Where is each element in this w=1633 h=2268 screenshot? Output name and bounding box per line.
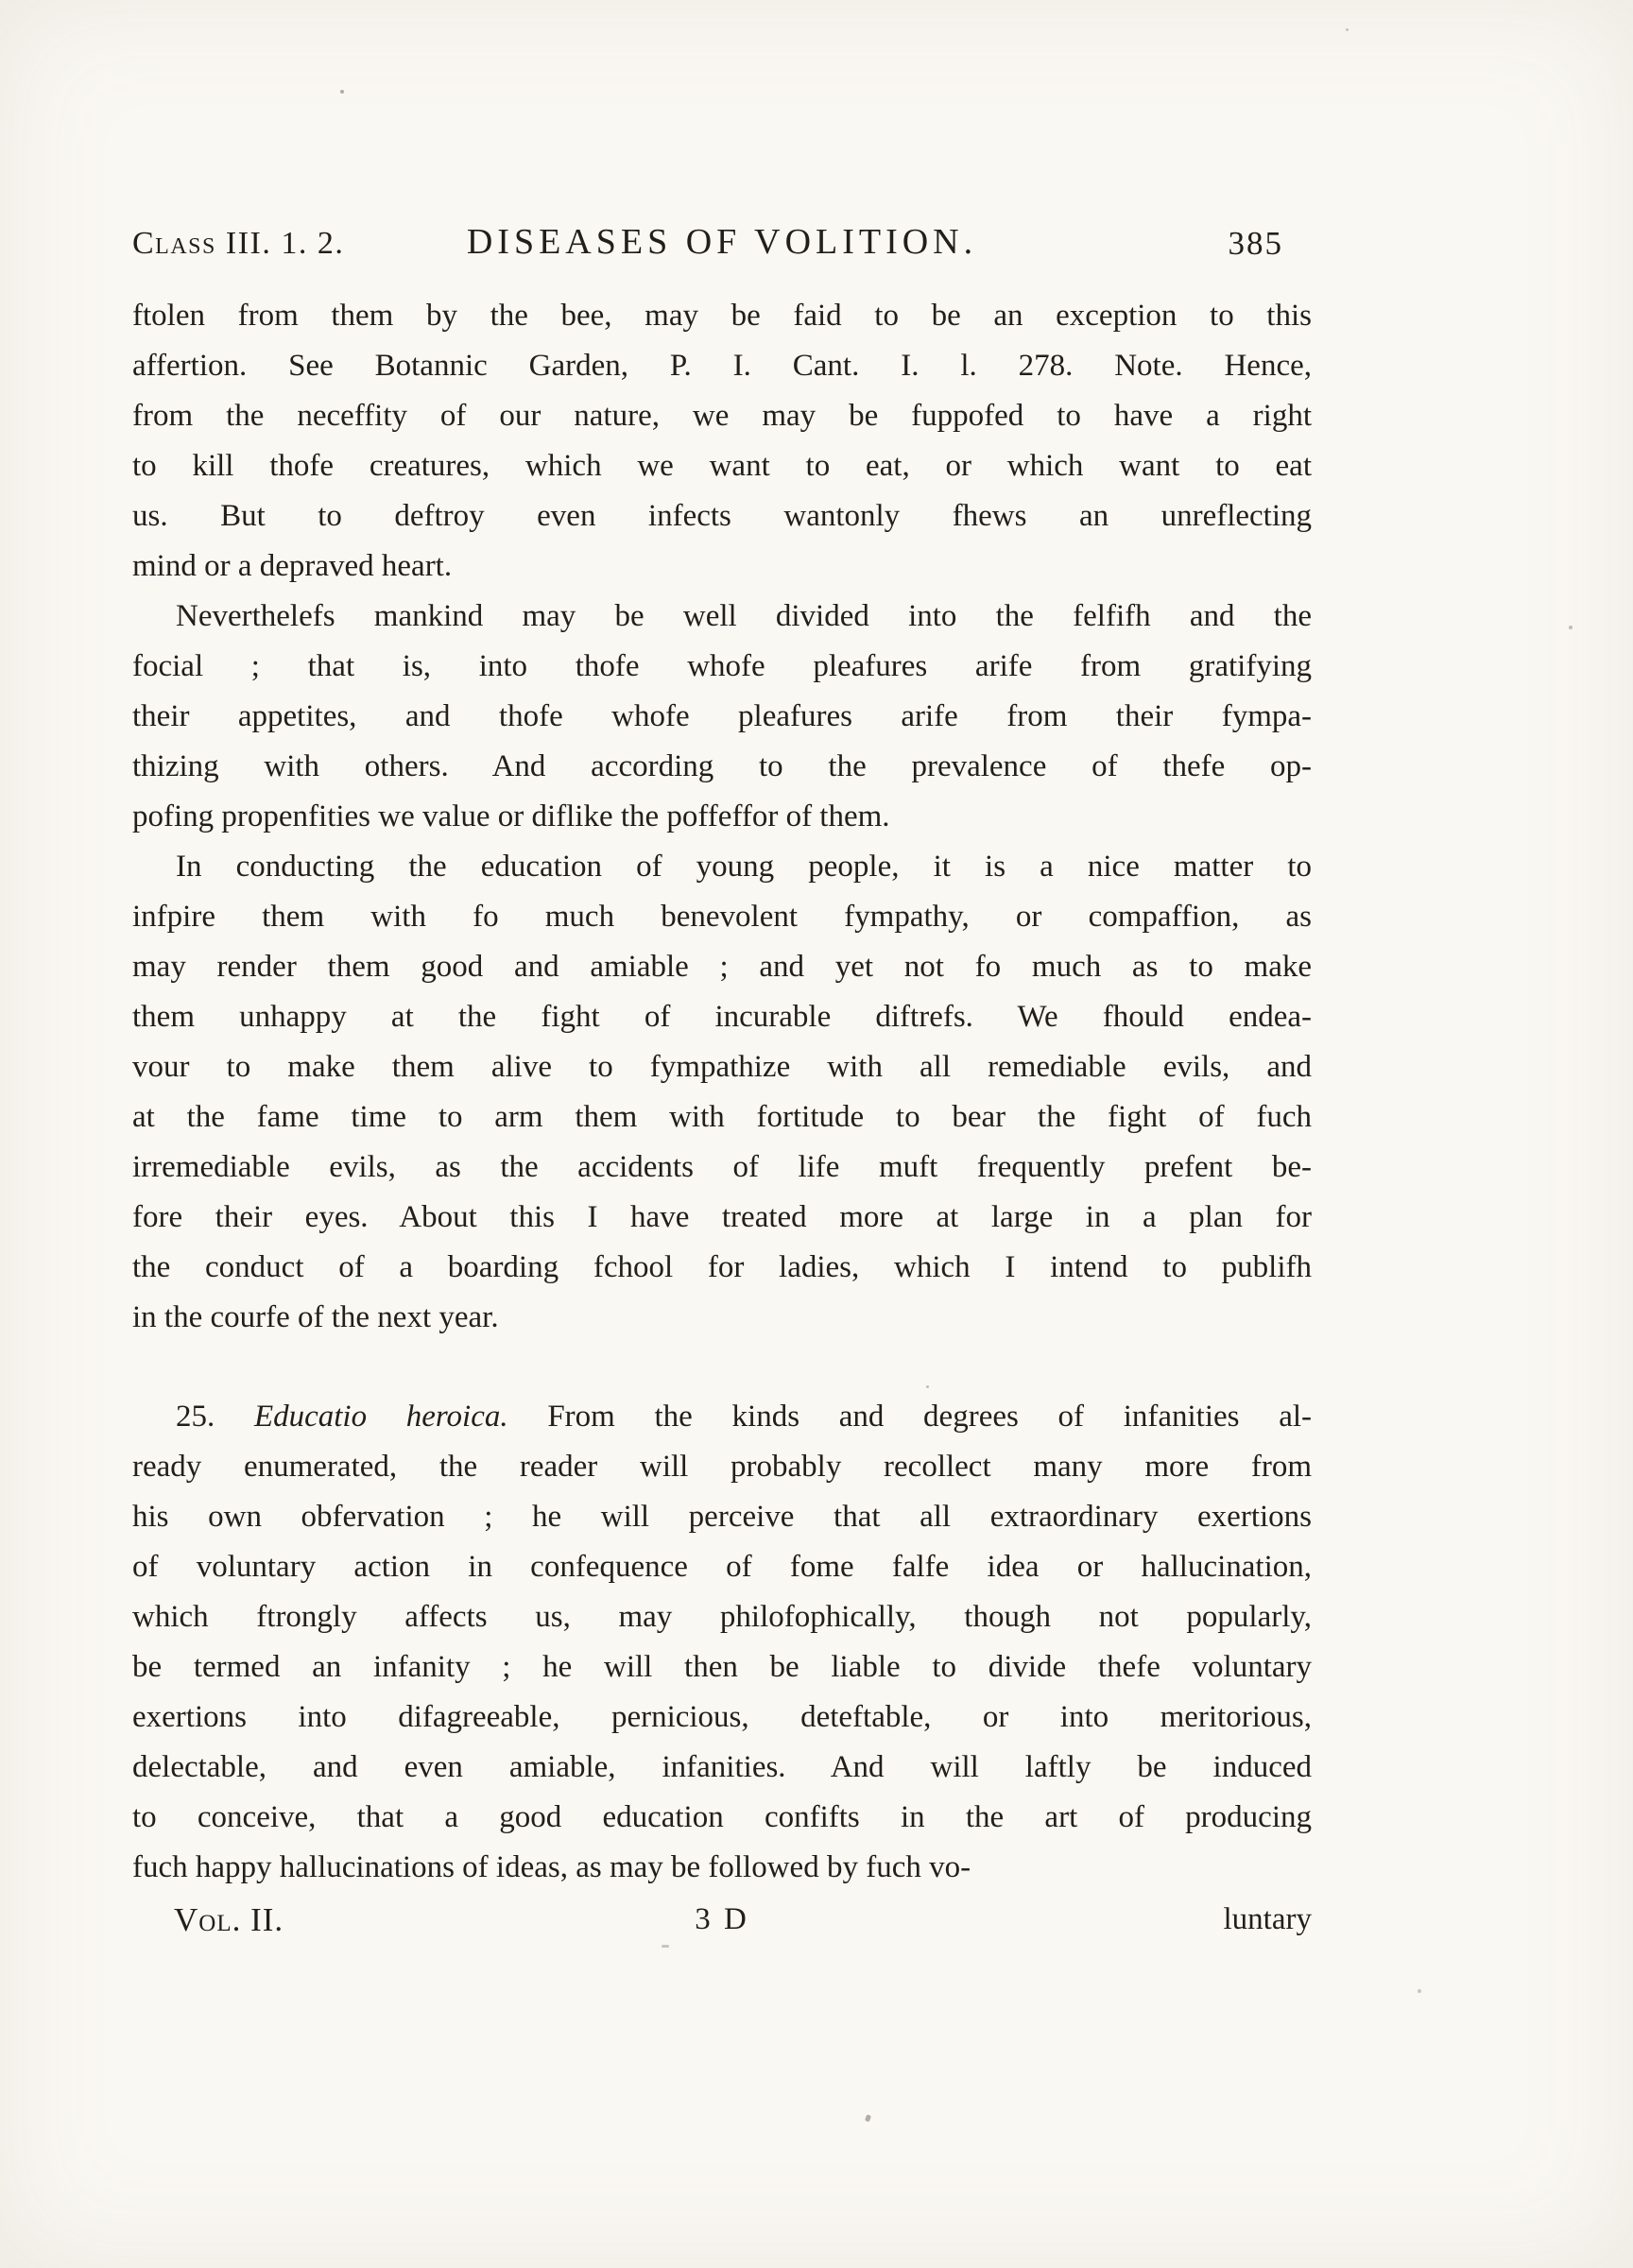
text-line: at the fame time to arm them with fortitude to bear the fight of fuch [132, 1100, 1312, 1134]
text-line: in the courfe of the next year. [132, 1300, 499, 1334]
text-line: which ftrongly affects us, may philofophically, though not popularly, [132, 1600, 1312, 1634]
text-run: 25. [176, 1400, 254, 1434]
text-line: the conduct of a boarding fchool for ladies, which I intend to publifh [132, 1250, 1312, 1284]
text-line: be termed an infanity ; he will then be liable to divide thefe voluntary [132, 1650, 1312, 1684]
paragraph [132, 842, 1312, 1343]
volume-label: Vol. II. [174, 1901, 284, 1938]
text-line: focial ; that is, into thofe whofe pleafures arife from gratifying [132, 649, 1312, 683]
header-class-label: Class III. 1. 2. [132, 226, 345, 261]
text-line: may render them good and amiable ; and yet not fo much as to make [132, 950, 1312, 984]
text-line: his own obfervation ; he will perceive that all extraordinary exertions [132, 1500, 1312, 1534]
text-line: to conceive, that a good education confifts in the art of producing [132, 1800, 1312, 1834]
text-line: delectable, and even amiable, infanities. And will laftly be induced [132, 1750, 1312, 1784]
text-line: thizing with others. And according to the prevalence of thefe op- [132, 749, 1312, 783]
page-footer [132, 1895, 1312, 1945]
text-line: ready enumerated, the reader will probably recollect many more from [132, 1450, 1312, 1484]
text-line: us. But to deftroy even infects wantonly fhews an unreflecting [132, 499, 1312, 533]
paper-speck [1346, 28, 1349, 31]
page-content [132, 219, 1312, 1945]
page-number: 385 [1228, 225, 1283, 262]
paragraph [132, 1392, 1312, 1893]
text-line: vour to make them alive to fympathize with all remediable evils, and [132, 1050, 1312, 1084]
text-line: fuch happy hallucinations of ideas, as may be followed by fuch vo- [132, 1850, 971, 1884]
text-line: to kill thofe creatures, which we want to eat, or which want to eat [132, 449, 1312, 483]
text-run: From the kinds and degrees of infanities al- [507, 1400, 1312, 1434]
paragraph [132, 592, 1312, 842]
text-line: exertions into difagreeable, pernicious, deteftable, or into meritorious, [132, 1700, 1312, 1734]
paper-speck [865, 2114, 871, 2122]
text-line: fore their eyes. About this I have treated more at large in a plan for [132, 1200, 1312, 1234]
paper-speck [1418, 1989, 1421, 1993]
text-line: their appetites, and thofe whofe pleafures arife from their fympa- [132, 699, 1312, 733]
paper-speck [340, 90, 344, 94]
signature-mark: 3 D [695, 1902, 749, 1936]
text-line: of voluntary action in confequence of fome falfe idea or hallucination, [132, 1550, 1312, 1584]
text-line: mind or a depraved heart. [132, 549, 453, 583]
text-line: from the neceffity of our nature, we may be fuppofed to have a right [132, 399, 1312, 433]
header-running-title: DISEASES OF VOLITION. [466, 222, 978, 262]
page-header [132, 219, 1312, 272]
text-line [132, 1392, 1312, 1442]
text-line: affertion. See Botannic Garden, P. I. Cant. I. l. 278. Note. Hence, [132, 349, 1312, 383]
paper-speck [1569, 626, 1573, 629]
text-block [132, 291, 1312, 1893]
text-line: infpire them with fo much benevolent fympathy, or compaffion, as [132, 900, 1312, 934]
italic-phrase: Educatio heroica. [253, 1400, 508, 1434]
paragraph [132, 291, 1312, 592]
text-line: Neverthelefs mankind may be well divided into the felfifh and the [176, 599, 1312, 633]
text-line: them unhappy at the fight of incurable diftrefs. We fhould endea- [132, 1000, 1312, 1034]
catchword: luntary [1223, 1902, 1312, 1936]
text-line: pofing propenfities we value or diflike the poffeffor of them. [132, 799, 890, 833]
text-line: ftolen from them by the bee, may be faid to be an exception to this [132, 299, 1312, 333]
paper-speck [662, 1945, 669, 1948]
text-line: In conducting the education of young people, it is a nice matter to [176, 850, 1312, 884]
text-line: irremediable evils, as the accidents of life muft frequently prefent be- [132, 1150, 1312, 1184]
